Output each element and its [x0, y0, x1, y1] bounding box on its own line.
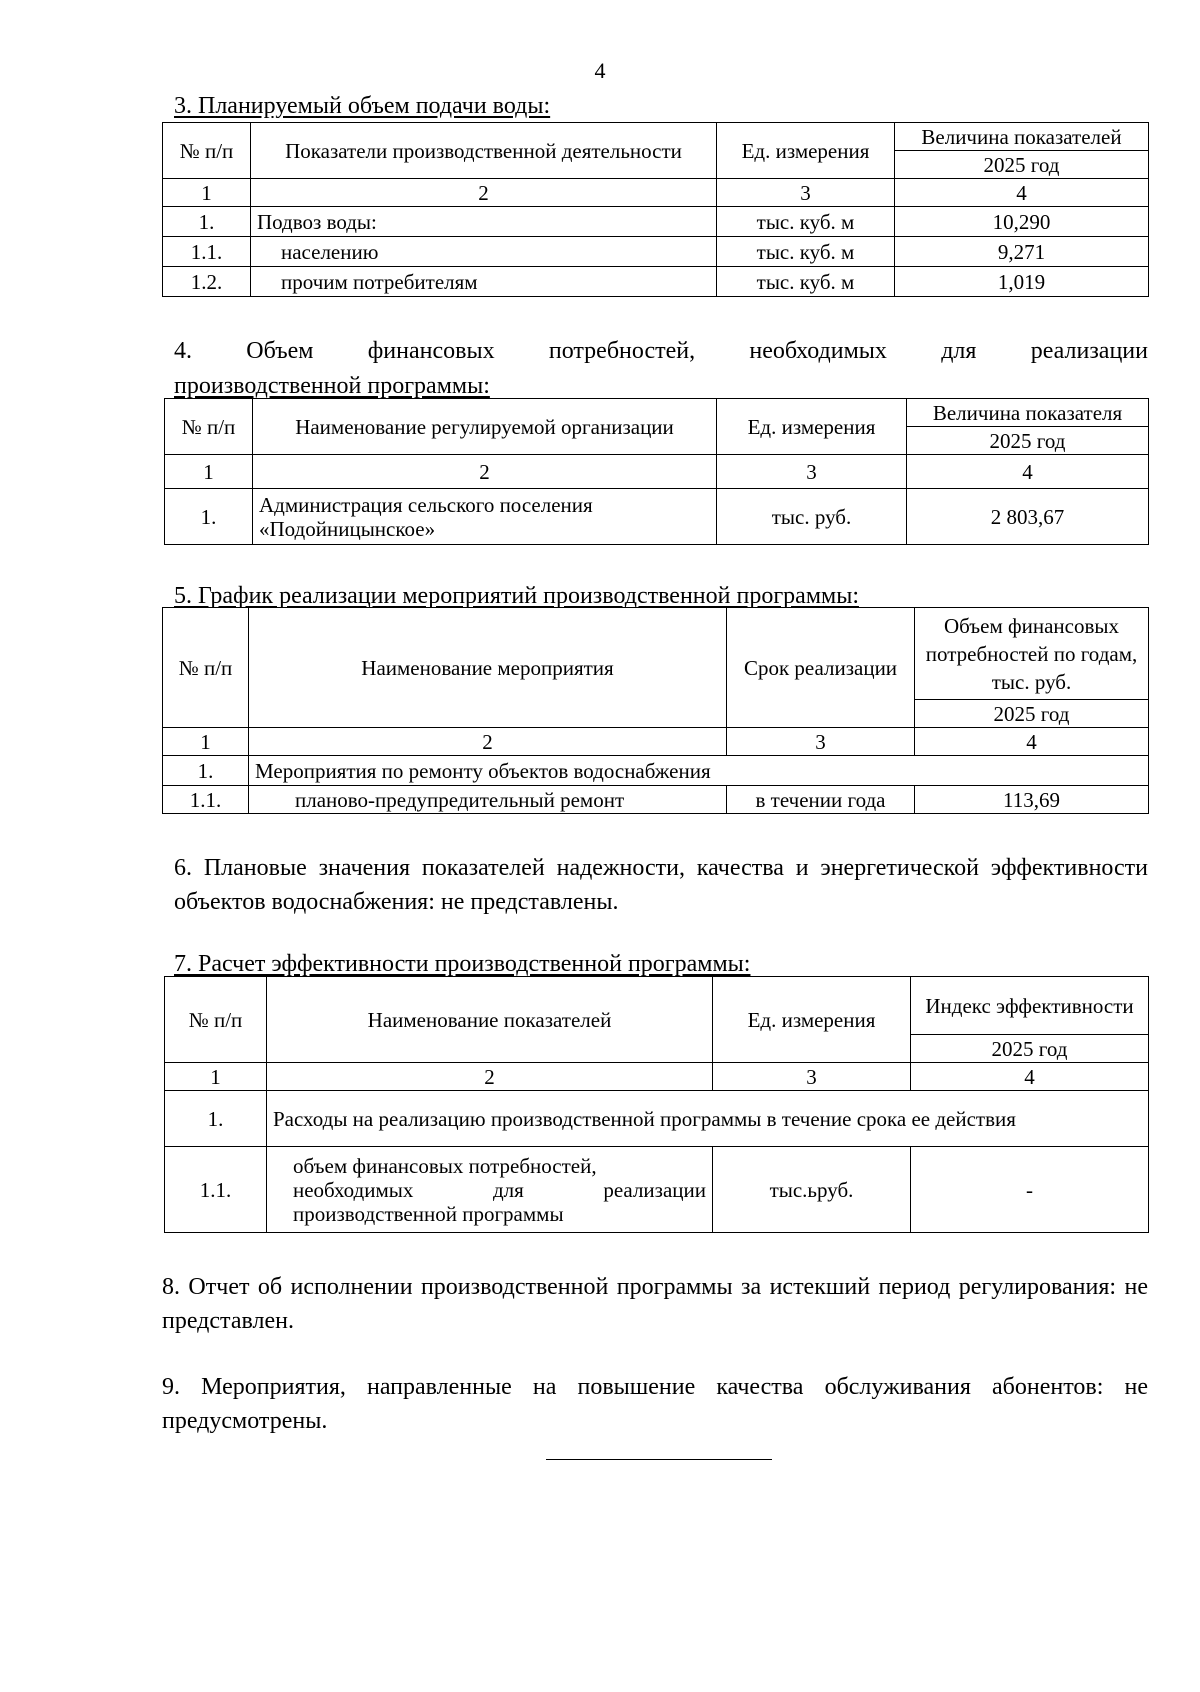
- header-year: 2025 год: [915, 700, 1149, 728]
- row-num: 1.1.: [165, 1147, 267, 1233]
- header-name: Наименование мероприятия: [249, 608, 727, 728]
- table-row: [163, 786, 1149, 814]
- row-name: [267, 1147, 713, 1233]
- header-num: № п/п: [165, 399, 253, 455]
- row-name: планово-предупредительный ремонт: [249, 786, 727, 814]
- row-num: 1.: [165, 1091, 267, 1147]
- row-unit: тыс. руб.: [717, 489, 907, 545]
- row-name-line: Администрация сельского поселения: [259, 492, 593, 517]
- row-value: 2 803,67: [907, 489, 1149, 545]
- col-index: 1: [165, 1063, 267, 1091]
- row-num: 1.2.: [163, 267, 251, 297]
- header-num: № п/п: [165, 977, 267, 1063]
- col-index: 3: [717, 455, 907, 489]
- section-9-text: 9. Мероприятия, направленные на повышение качества обслуживания абонентов: не предусмотрены.: [162, 1374, 1148, 1434]
- header-year: 2025 год: [907, 427, 1149, 455]
- header-name: Наименование регулируемой организации: [253, 399, 717, 455]
- row-name-line: объем финансовых потребностей,: [293, 1153, 597, 1178]
- row-num: 1.1.: [163, 786, 249, 814]
- header-name: Наименование показателей: [267, 977, 713, 1063]
- row-name-line: «Подойницынское»: [259, 516, 436, 541]
- row-unit: тыс. куб. м: [717, 267, 895, 297]
- schedule-table: [162, 607, 1149, 814]
- header-value: Индекс эффективности: [911, 977, 1149, 1035]
- section-7-title: 7. Расчет эффективности производственной программы:: [174, 951, 751, 977]
- row-value: -: [911, 1147, 1149, 1233]
- table-row: [163, 267, 1149, 297]
- header-year: 2025 год: [895, 151, 1149, 179]
- table-row: [163, 207, 1149, 237]
- col-index: 1: [165, 455, 253, 489]
- col-index: 2: [249, 728, 727, 756]
- section-6-text: 6. Плановые значения показателей надежности, качества и энергетической эффективности объектов водоснабжения: не представлены.: [174, 855, 1148, 915]
- section-4-title-line1: 4. Объем финансовых потребностей, необходимых для реализации: [174, 338, 1148, 364]
- row-num: 1.: [163, 207, 251, 237]
- table-row: [163, 237, 1149, 267]
- col-index: 1: [163, 179, 251, 207]
- table-row: [163, 756, 1149, 786]
- row-num: 1.: [163, 756, 249, 786]
- end-divider: [546, 1459, 772, 1460]
- row-num: 1.1.: [163, 237, 251, 267]
- header-name: Показатели производственной деятельности: [251, 123, 717, 179]
- section-8-text: 8. Отчет об исполнении производственной программы за истекший период регулирования: не представлен.: [162, 1274, 1148, 1334]
- row-name: Подвоз воды:: [251, 207, 717, 237]
- col-index: 2: [267, 1063, 713, 1091]
- row-unit: тыс.ьруб.: [713, 1147, 911, 1233]
- row-name-line: производственной программы: [293, 1201, 564, 1226]
- financial-needs-table: [164, 398, 1149, 545]
- row-name: [253, 489, 717, 545]
- col-index: 3: [717, 179, 895, 207]
- col-index: 3: [727, 728, 915, 756]
- page-number: 4: [594, 58, 606, 83]
- row-value: 10,290: [895, 207, 1149, 237]
- section-5-title: 5. График реализации мероприятий производственной программы:: [174, 583, 859, 609]
- row-unit: тыс. куб. м: [717, 207, 895, 237]
- col-index: 3: [713, 1063, 911, 1091]
- row-unit: тыс. куб. м: [717, 237, 895, 267]
- header-num: № п/п: [163, 123, 251, 179]
- water-supply-table: [162, 122, 1149, 297]
- table-row: [165, 1091, 1149, 1147]
- col-index: 4: [895, 179, 1149, 207]
- header-year: 2025 год: [911, 1035, 1149, 1063]
- header-unit: Ед. измерения: [717, 123, 895, 179]
- table-row: [165, 1147, 1149, 1233]
- col-index: 4: [915, 728, 1149, 756]
- row-name: Мероприятия по ремонту объектов водоснабжения: [249, 756, 1149, 786]
- col-index: 4: [907, 455, 1149, 489]
- row-value: 1,019: [895, 267, 1149, 297]
- header-value: Объем финансовых потребностей по годам, тыс. руб.: [915, 608, 1149, 700]
- row-name: Расходы на реализацию производственной программы в течение срока ее действия: [267, 1091, 1149, 1147]
- header-value: Величина показателя: [907, 399, 1149, 427]
- row-term: в течении года: [727, 786, 915, 814]
- row-value: 113,69: [915, 786, 1149, 814]
- header-term: Срок реализации: [727, 608, 915, 728]
- table-row: [165, 489, 1149, 545]
- header-num: № п/п: [163, 608, 249, 728]
- header-unit: Ед. измерения: [713, 977, 911, 1063]
- row-name: прочим потребителям: [251, 267, 717, 297]
- col-index: 2: [253, 455, 717, 489]
- section-3-title: 3. Планируемый объем подачи воды:: [174, 93, 551, 119]
- header-value: Величина показателей: [895, 123, 1149, 151]
- row-name-line: необходимых для реализации: [293, 1177, 706, 1202]
- section-4-title-line2: производственной программы:: [174, 373, 490, 399]
- header-unit: Ед. измерения: [717, 399, 907, 455]
- col-index: 2: [251, 179, 717, 207]
- row-value: 9,271: [895, 237, 1149, 267]
- efficiency-table: [164, 976, 1149, 1233]
- col-index: 1: [163, 728, 249, 756]
- row-name: населению: [251, 237, 717, 267]
- row-num: 1.: [165, 489, 253, 545]
- col-index: 4: [911, 1063, 1149, 1091]
